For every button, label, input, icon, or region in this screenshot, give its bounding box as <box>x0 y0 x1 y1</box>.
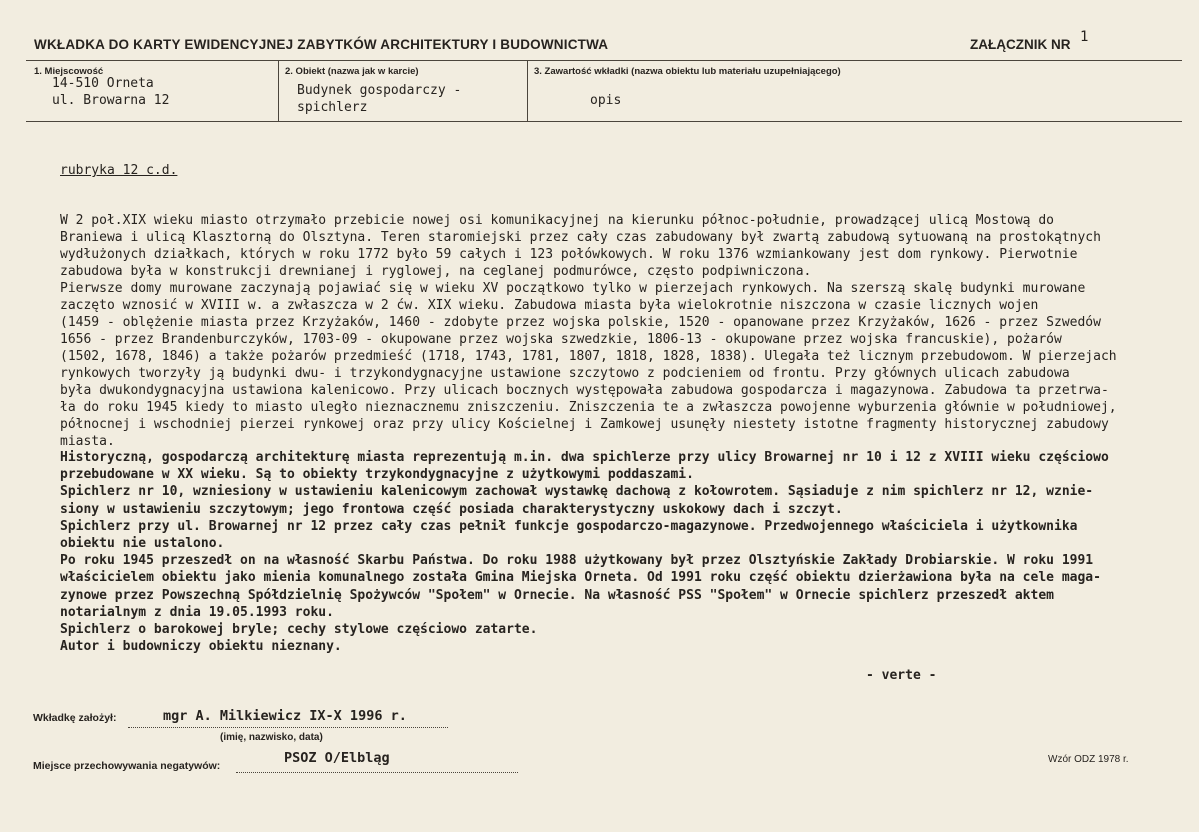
field-2-line-1: Budynek gospodarczy - <box>297 83 462 98</box>
field-2-line-2: spichlerz <box>297 100 368 115</box>
text-line: Braniewa i ulicą Klasztorną do Olsztyna. Teren staromiejski przez cały czas zabudowany był zwartą zabudową sytuowaną na prostokątnych <box>60 230 1101 245</box>
text-line: (1459 - oblężenie miasta przez Krzyżaków, 1460 - zdobyte przez wojska polskie, 1520 - opanowane przez Krzyżaków, 1626 - przez Szwedów <box>60 315 1101 330</box>
field-1-line-1: 14-510 Orneta <box>52 76 154 91</box>
card-title: WKŁADKA DO KARTY EWIDENCYJNEJ ZABYTKÓW ARCHITEKTURY I BUDOWNICTWA <box>34 37 609 52</box>
author-line <box>128 727 448 728</box>
field-1-label: 1. Miejscowość <box>34 66 104 77</box>
storage-value: PSOZ O/Elbląg <box>284 750 390 766</box>
text-line: miasta. <box>60 434 115 449</box>
text-line: siony w ustawieniu szczytowym; jego frontowa część posiada charakterystyczny uskokowy dach i szczyt. <box>60 501 843 517</box>
text-line: zaczęto wznosić w XVIII w. a zwłaszcza w 2 ćw. XIX wieku. Zabudowa miasta była wielokrotnie niszczona w czasie licznych wojen <box>60 298 1039 313</box>
text-line: W 2 poł.XIX wieku miasto otrzymało przebicie nowej osi komunikacyjnej na kierunku północ-południe, prowadzącej ulicą Mostową do <box>60 213 1054 228</box>
text-line: przebudowane w XX wieku. Są to obiekty trzykondygnacyjne z użytkowymi poddaszami. <box>60 467 694 483</box>
text-line: zabudowa była w konstrukcji drewnianej i ryglowej, na ceglanej podmurówce, często podpiwniczona. <box>60 264 812 279</box>
field-1-line-2: ul. Browarna 12 <box>52 93 170 108</box>
text-line: wydłużonych działkach, których w roku 1772 było 59 całych i 123 połówkowych. W roku 1376 wzmiankowany jest dom rynkowy. Pierwotnie <box>60 247 1078 262</box>
text-line: obiektu nie ustalono. <box>60 536 225 552</box>
annex-label: ZAŁĄCZNIK NR <box>970 37 1071 52</box>
section-title: rubryka 12 c.d. <box>60 163 178 178</box>
text-line: Po roku 1945 przeszedł on na własność Skarbu Państwa. Do roku 1988 użytkowany był przez Olsztyńskie Zakłady Drobiarskie. W roku 1991 <box>60 553 1094 569</box>
text-line: Spichlerz o barokowej bryle; cechy stylowe częściowo zatarte. <box>60 622 538 638</box>
author-value: mgr A. Milkiewicz IX-X 1996 r. <box>163 708 407 724</box>
history-text-typed <box>60 212 1170 450</box>
author-sublabel: (imię, nazwisko, data) <box>220 732 323 743</box>
history-text-bold <box>60 449 1170 655</box>
field-2-label: 2. Obiekt (nazwa jak w karcie) <box>285 66 419 77</box>
storage-label: Miejsce przechowywania negatywów: <box>33 760 221 772</box>
text-line: ła do roku 1945 kiedy to miasto uległo nieznacznemu zniszczeniu. Zniszczenia te a zwłaszcza powojenne wyburzenia głównie w południowej, <box>60 400 1117 415</box>
verte-note: - verte - <box>866 668 937 683</box>
text-line: zynowe przez Powszechną Spółdzielnię Spożywców "Społem" w Ornecie. Na własność PSS "Społem" w Ornecie spichlerz przeszedł aktem <box>60 587 1054 603</box>
text-line: Historyczną, gospodarczą architekturę miasta reprezentują m.in. dwa spichlerze przy ulicy Browarnej nr 10 i 12 z XVIII wieku częściowo <box>60 450 1109 465</box>
text-line: była dwukondygnacyjna ustawiona kalenicowo. Przy ulicach bocznych występowała zabudowa gospodarcza i magazynowa. Zabudowa ta przetrwa- <box>60 383 1109 398</box>
author-label: Wkładkę założył: <box>33 712 117 724</box>
text-line: Autor i budowniczy obiektu nieznany. <box>60 639 342 655</box>
text-line: Spichlerz nr 10, wzniesiony w ustawieniu kalenicowym zachował wystawkę dachową z kołowrotem. Sąsiaduje z nim spichlerz nr 12, wznie- <box>60 484 1094 500</box>
text-line: właścicielem obiektu jako mienia komunalnego została Gmina Miejska Orneta. Od 1991 roku część obiektu dzierżawiona była na cele maga- <box>60 570 1101 586</box>
text-line: Spichlerz przy ul. Browarnej nr 12 przez cały czas pełnił funkcje gospodarczo-magazynowe. Przedwojennego właściciela i użytkownika <box>60 518 1078 534</box>
text-line: notarialnym z dnia 19.05.1993 roku. <box>60 604 334 620</box>
annex-number: 1 <box>1080 29 1089 45</box>
field-divider-2 <box>527 60 528 122</box>
text-line: (1502, 1678, 1846) a także pożarów przedmieść (1718, 1743, 1781, 1807, 1818, 1828, 1838). Ulegała też licznym przebudowom. W pierzejach <box>60 349 1117 364</box>
header-rule-bottom <box>26 121 1182 122</box>
header-rule-top <box>26 60 1182 61</box>
storage-line <box>236 772 518 773</box>
text-line: 1656 - przez Brandenburczyków, 1703-09 - okupowane przez wojska szwedzkie, 1806-13 - okupowane przez wojska francuskie), pożarów <box>60 332 1062 347</box>
text-line: rynkowych tworzyły ją budynki dwu- i trzykondygnacyjne ustawione szczytowo z podcieniem od frontu. Przy głównych ulicach zabudowa <box>60 366 1070 381</box>
field-3-label: 3. Zawartość wkładki (nazwa obiektu lub materiału uzupełniającego) <box>534 66 841 77</box>
text-line: Pierwsze domy murowane zaczynają pojawiać się w wieku XV początkowo tylko w pierzejach rynkowych. Na szerszą skalę budynki murowane <box>60 281 1086 296</box>
field-divider-1 <box>278 60 279 122</box>
text-line: północnej i wschodniej pierzei rynkowej oraz przy ulicy Kościelnej i Zamkowej usunęły niestety istotne fragmenty historycznej zabudowy <box>60 417 1109 432</box>
template-note: Wzór ODZ 1978 r. <box>1048 754 1129 765</box>
field-3-value: opis <box>590 93 622 108</box>
